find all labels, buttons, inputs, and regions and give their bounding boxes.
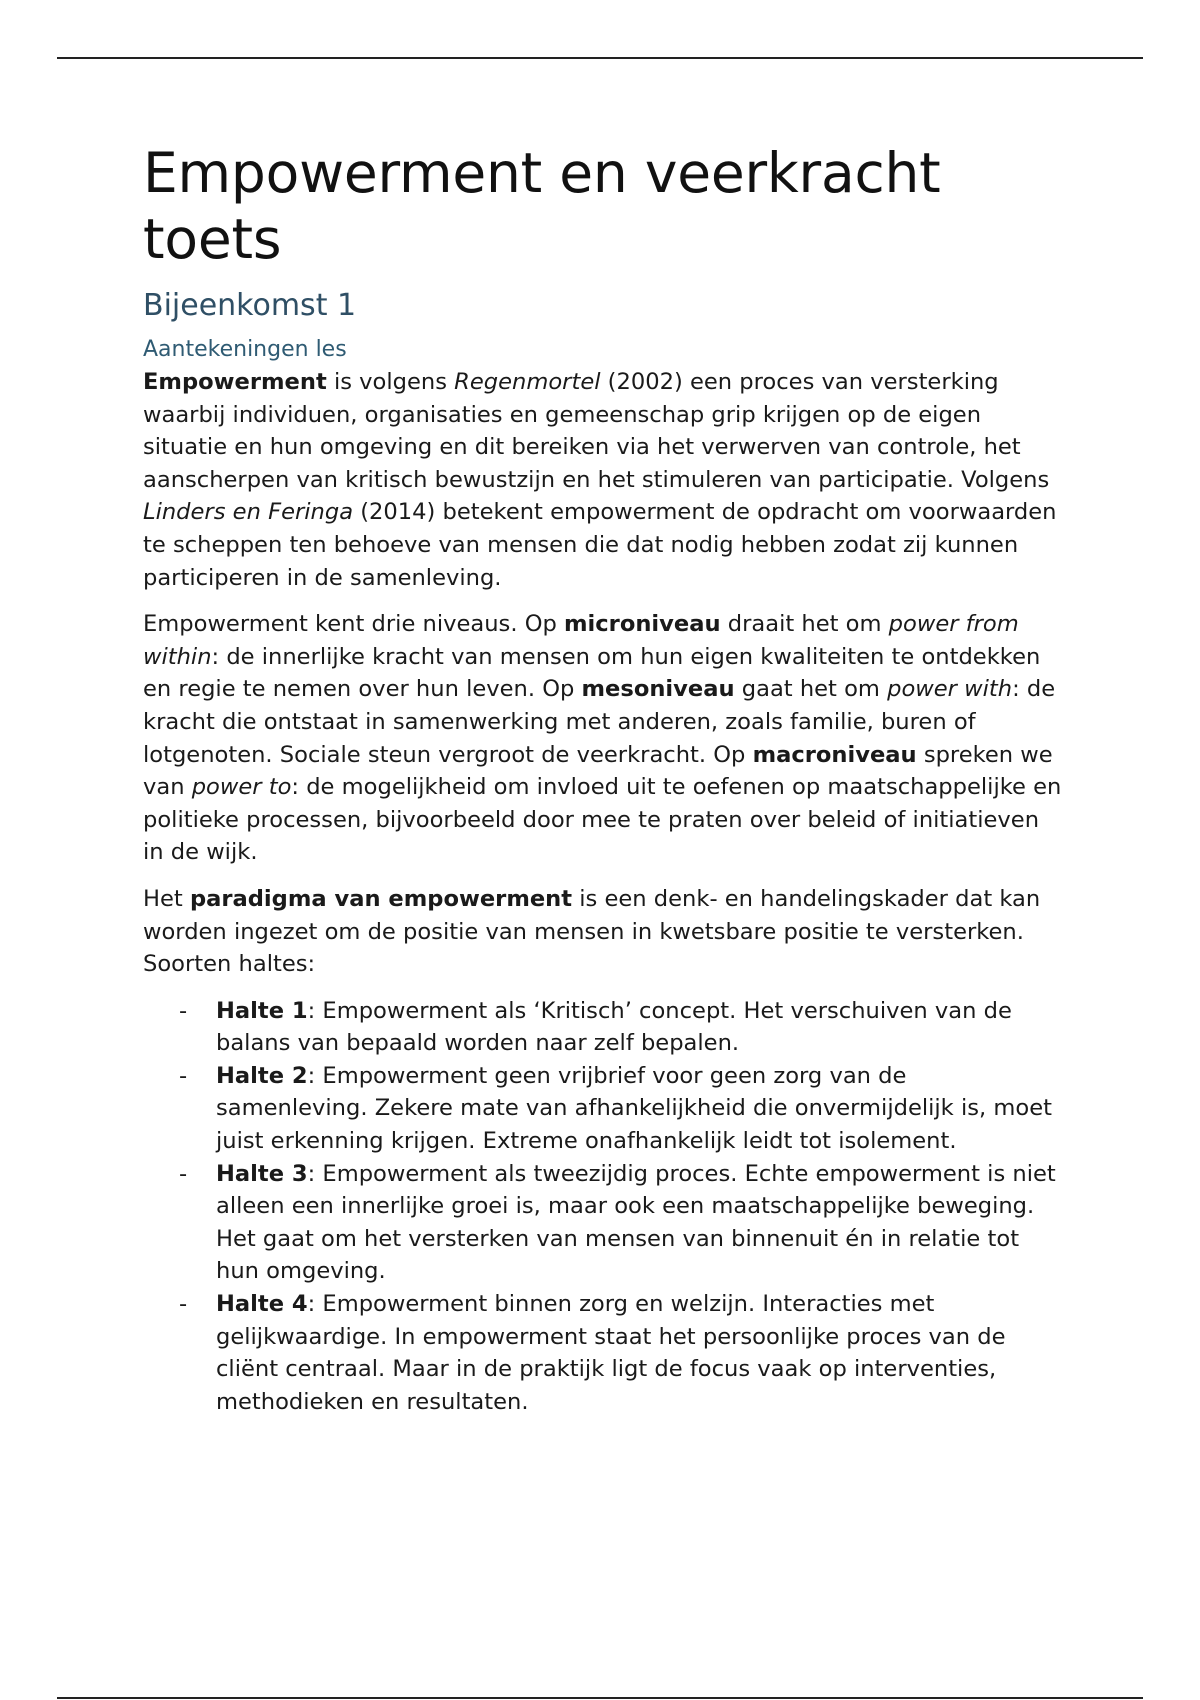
bullet-marker: - [179,997,188,1024]
paragraph-empowerment-definition [143,366,1063,594]
text-run: : de innerlijke kracht van mensen om hun eigen kwaliteiten te ontdekken en regie te nemen over hun leven. Op [143,643,1041,703]
halte-label: Halte 2 [216,1062,308,1089]
haltes-list [143,995,1063,1419]
text-run: is een denk- en handelingskader dat kan worden ingezet om de positie van mensen in kwetsbare positie te versterken. Soorten haltes: [143,885,1041,978]
bullet-marker: - [179,1160,188,1187]
halte-text: : Empowerment als tweezijdig proces. Echte empowerment is niet alleen een innerlijke groei is, maar ook een maatschappelijke beweging. Het gaat om het versterken van mensen van binnenuit én in relatie tot hun omgeving. [216,1160,1056,1285]
term-power-to: power to [191,774,292,801]
halte-text: : Empowerment als ‘Kritisch’ concept. Het verschuiven van de balans van bepaald worden naar zelf bepalen. [216,997,1012,1057]
halte-label: Halte 1 [216,997,308,1024]
halte-text: : Empowerment binnen zorg en welzijn. Interacties met gelijkwaardige. In empowerment staat het persoonlijke proces van de cliënt centraal. Maar in de praktijk ligt de focus vaak op interventies, methodieken en resultaten. [216,1291,1006,1415]
term-microniveau: microniveau [564,611,721,638]
text-run: spreken we van [143,741,1053,801]
text-run: Empowerment kent drie niveaus. Op [143,611,564,638]
term-power-with: power with [887,676,1013,703]
halte-label: Halte 4 [216,1291,308,1318]
term-macroniveau: macroniveau [752,741,917,768]
term-mesoniveau: mesoniveau [581,676,735,703]
text-run: : de mogelijkheid om invloed uit te oefenen op maatschappelijke en politieke processen, bijvoorbeeld door mee te praten over beleid of initiatieven in de wijk. [143,774,1062,866]
list-item-halte-2 [143,1060,1063,1158]
text-run: gaat het om [734,676,888,703]
header-rule [57,57,1143,59]
text-run: : de kracht die ontstaat in samenwerking met anderen, zoals familie, buren of lotgenoten. Sociale steun vergroot de veerkracht. Op [143,676,1056,768]
text-run: is volgens [326,369,455,395]
list-item-halte-3 [143,1158,1063,1288]
text-run: draait het om [720,611,889,638]
footer-rule [57,1697,1143,1699]
halte-label: Halte 3 [216,1160,308,1187]
subsection-heading: Aantekeningen les [143,337,347,362]
paragraph-niveaus [143,608,1063,869]
text-run: Het [143,885,190,912]
document-body [143,140,1063,1418]
term-paradigma: paradigma van empowerment [189,885,573,912]
text-run: (2014) betekent empowerment de opdracht om voorwaarden te scheppen ten behoeve van mensen die dat nodig hebben zodat zij kunnen participeren in de samenleving. [143,499,1057,591]
term-empowerment: Empowerment [143,369,327,395]
document-title: Empowerment en veerkracht toets [143,141,941,271]
list-item-halte-1 [143,995,1063,1060]
author-linders-feringa: Linders en Feringa [143,499,354,526]
text-run: (2002) een proces van versterking waarbij individuen, organisaties en gemeenschap grip krijgen op de eigen situatie en hun omgeving en dit bereiken via het verwerven van controle, het aanscherpen van kritisch bewustzijn en het stimuleren van participatie. Volgens [143,369,1050,493]
term-power-from-within: power from within [143,611,1019,670]
paragraph-paradigma [143,883,1063,981]
bullet-marker: - [179,1062,188,1089]
author-regenmortel: Regenmortel [454,369,601,395]
section-heading: Bijeenkomst 1 [143,288,357,323]
list-item-halte-4 [143,1288,1063,1418]
halte-text: : Empowerment geen vrijbrief voor geen zorg van de samenleving. Zekere mate van afhankelijkheid die onvermijdelijk is, moet juist erkenning krijgen. Extreme onafhankelijk leidt tot isolement. [216,1062,1052,1155]
bullet-marker: - [179,1291,188,1318]
